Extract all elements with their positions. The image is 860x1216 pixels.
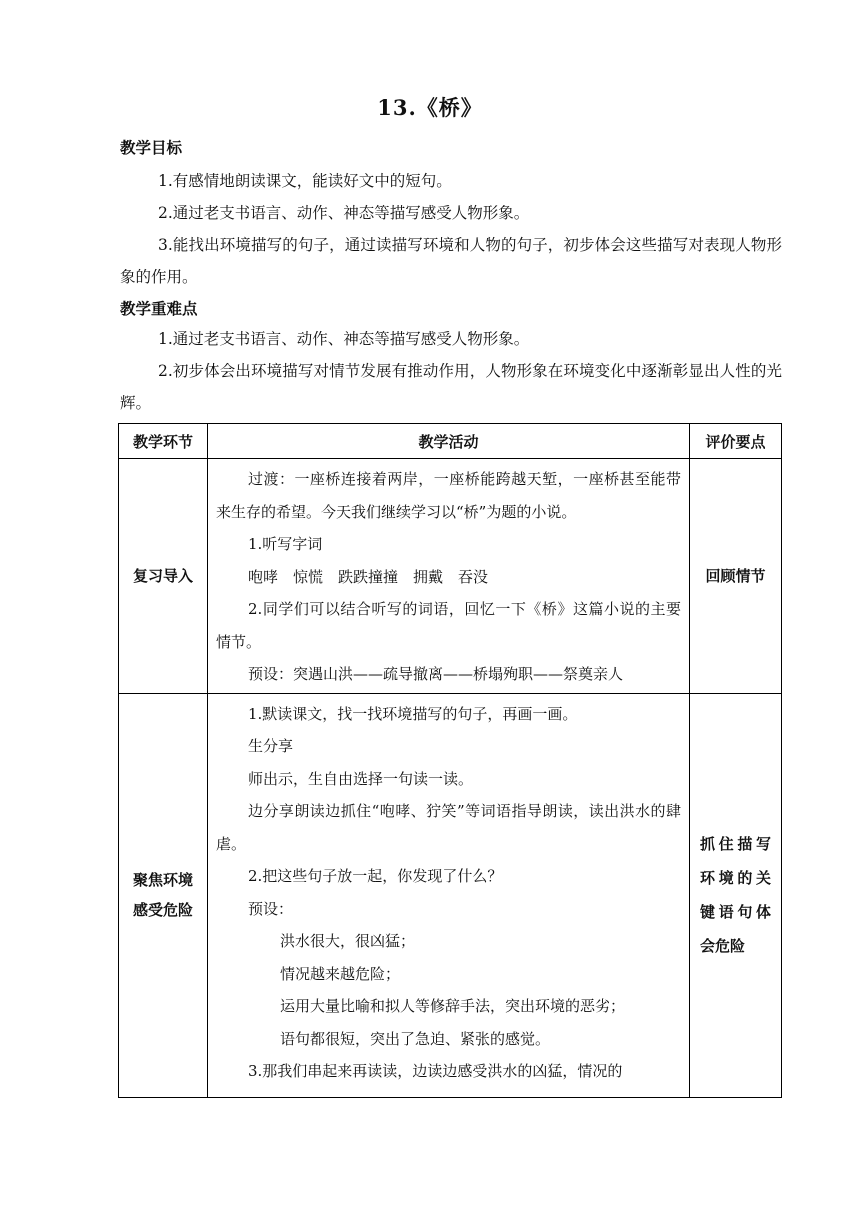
key-point-item: 1.通过老支书语言、动作、神态等描写感受人物形象。 — [158, 330, 530, 348]
activity-line: 运用大量比喻和拟人等修辞手法，突出环境的恶劣； — [280, 997, 626, 1015]
table-header-row — [119, 424, 782, 459]
objective-item: 1.有感情地朗读课文，能读好文中的短句。 — [158, 172, 452, 190]
header-stage: 教学环节 — [119, 424, 208, 459]
activity-line: 洪水很大，很凶猛； — [280, 932, 416, 950]
activity-line: 2.把这些句子放一起，你发现了什么？ — [248, 867, 503, 885]
activity-cell — [208, 459, 690, 694]
header-evaluation: 评价要点 — [690, 424, 782, 459]
objective-item: 3.能找出环境描写的句子，通过读描写环境和人物的句子，初步体会这些描写对表现人物形象的作用。 — [120, 236, 782, 286]
stage-label: 聚焦环境感受危险 — [132, 871, 193, 919]
activity-line: 过渡：一座桥连接着两岸，一座桥能跨越天堑，一座桥甚至能带来生存的希望。今天我们继续学习以“桥”为题的小说。 — [216, 470, 681, 521]
objectives-heading: 教学目标 — [120, 139, 183, 157]
activity-line: 生分享 — [248, 737, 294, 755]
table-row — [119, 459, 782, 694]
header-activity: 教学活动 — [208, 424, 690, 459]
evaluation-label: 回顾情节 — [705, 566, 766, 585]
activity-line: 1.听写字词 — [248, 535, 323, 553]
activity-line: 1.默读课文，找一找环境描写的句子，再画一画。 — [248, 704, 578, 723]
activity-line: 师出示，生自由选择一句读一读。 — [248, 769, 474, 788]
activity-line: 预设： — [248, 899, 294, 918]
activity-line: 预设：突遇山洪——疏导撤离——桥塌殉职——祭奠亲人 — [248, 665, 624, 683]
stage-cell — [119, 693, 208, 1097]
activity-line: 咆哮 惊慌 跌跌撞撞 拥戴 吞没 — [248, 567, 489, 586]
activity-line: 语句都很短，突出了急迫、紧张的感觉。 — [280, 1029, 551, 1048]
evaluation-cell — [690, 693, 782, 1097]
key-points-heading: 教学重难点 — [120, 300, 198, 318]
stage-cell — [119, 459, 208, 694]
objective-item: 2.通过老支书语言、动作、神态等描写感受人物形象。 — [158, 204, 530, 222]
activity-line: 3.那我们串起来再读读，边读边感受洪水的凶猛，情况的 — [248, 1062, 623, 1080]
key-point-item: 2.初步体会出环境描写对情节发展有推动作用，人物形象在环境变化中逐渐彰显出人性的光辉。 — [120, 362, 782, 412]
activity-line: 情况越来越危险； — [280, 964, 401, 983]
activity-line: 边分享朗读边抓住“咆哮、狞笑”等词语指导朗读，读出洪水的肆虐。 — [216, 802, 681, 853]
page-title: 13.《桥》 — [377, 95, 483, 120]
table-row — [119, 693, 782, 1097]
evaluation-label: 抓住描写环境的关键语句体会危险 — [700, 835, 771, 955]
activity-line: 2.同学们可以结合听写的词语，回忆一下《桥》这篇小说的主要情节。 — [216, 600, 681, 651]
evaluation-cell — [690, 459, 782, 694]
activity-cell — [208, 693, 690, 1097]
stage-label: 复习导入 — [132, 566, 193, 585]
lesson-plan-table — [118, 423, 782, 1098]
